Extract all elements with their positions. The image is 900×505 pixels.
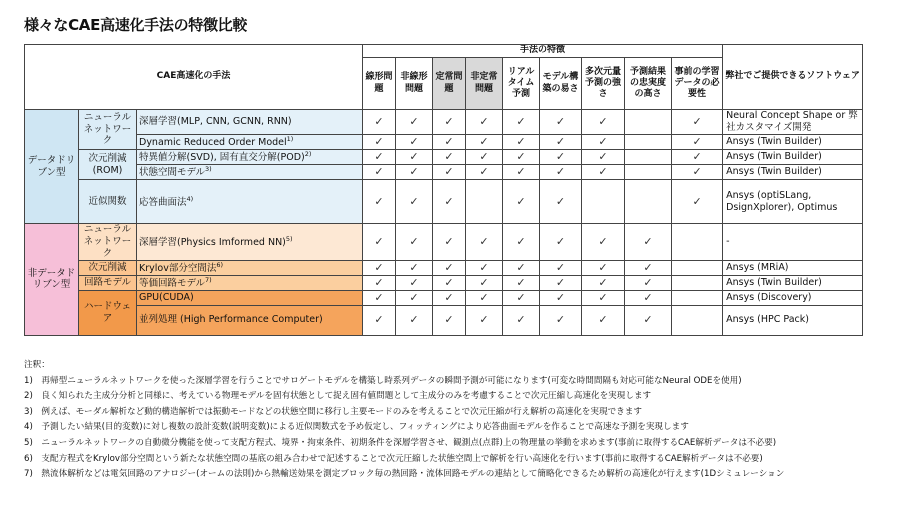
check-cell	[625, 224, 672, 261]
check-cell	[540, 180, 582, 224]
check-cell	[540, 305, 582, 335]
subcategory-cell: 回路モデル	[79, 275, 137, 290]
check-icon: ✓	[555, 235, 566, 249]
check-icon: ✓	[409, 135, 419, 149]
check-icon: ✓	[643, 260, 653, 274]
method-cell	[137, 110, 363, 135]
check-cell	[582, 290, 625, 305]
notes-title: 注釈：	[24, 360, 50, 370]
features-group-header: 手法の特徴	[363, 45, 723, 58]
check-icon: ✓	[555, 165, 566, 179]
check-cell	[582, 305, 625, 335]
table-row	[25, 150, 863, 165]
check-cell	[625, 275, 672, 290]
check-icon: ✓	[479, 150, 489, 164]
method-note-ref: 1)	[286, 135, 294, 143]
method-note-ref: 4)	[186, 194, 194, 203]
check-cell	[396, 275, 433, 290]
method-cell	[137, 135, 363, 150]
subcategory-cell: ニューラルネットワーク	[79, 110, 137, 150]
check-icon: ✓	[598, 135, 608, 149]
check-cell	[672, 150, 723, 165]
check-cell	[672, 165, 723, 180]
check-icon: ✓	[555, 150, 566, 164]
method-cell	[137, 165, 363, 180]
check-icon: ✓	[598, 313, 608, 327]
feature-header-2: 非線形問題	[396, 58, 433, 110]
check-cell	[363, 260, 396, 275]
subcategory-cell: ニューラルネットワーク	[79, 224, 137, 261]
table-row	[25, 305, 863, 335]
check-icon: ✓	[555, 313, 566, 327]
check-icon: ✓	[516, 313, 526, 327]
check-icon: ✓	[692, 165, 702, 179]
check-cell	[672, 135, 723, 150]
table-row	[25, 260, 863, 275]
feature-header-8: 予測結果の忠実度の高さ	[625, 58, 672, 110]
check-icon: ✓	[409, 194, 419, 208]
service-cell: Ansys (Twin Builder)	[723, 275, 863, 290]
check-cell	[363, 290, 396, 305]
check-cell	[396, 305, 433, 335]
check-cell	[433, 224, 466, 261]
check-icon: ✓	[444, 150, 454, 164]
check-icon: ✓	[643, 290, 653, 304]
check-cell	[672, 110, 723, 135]
check-cell	[466, 110, 503, 135]
check-icon: ✓	[444, 115, 454, 129]
feature-header-9: 事前の学習データの必要性	[672, 58, 723, 110]
check-cell	[672, 260, 723, 275]
check-icon: ✓	[479, 290, 489, 304]
check-cell	[582, 150, 625, 165]
check-icon: ✓	[409, 290, 419, 304]
check-cell	[433, 290, 466, 305]
check-cell	[672, 224, 723, 261]
notes-section	[24, 358, 884, 483]
method-label: 深層学習(Physics Imformed NN)	[139, 237, 286, 249]
check-icon: ✓	[598, 260, 608, 274]
note-4: 4) 予測したい結果(目的変数)に対し複数の設計変数(説明変数)による近似関数式を予め仮定し、フィッティングにより応答曲面モデルを作ることで高速な予測を実現します	[24, 422, 689, 433]
check-cell	[433, 110, 466, 135]
check-cell	[396, 165, 433, 180]
check-cell	[625, 150, 672, 165]
check-cell	[466, 290, 503, 305]
check-icon: ✓	[444, 194, 454, 208]
feature-header-1: 線形問題	[363, 58, 396, 110]
check-cell	[503, 110, 540, 135]
check-cell	[396, 260, 433, 275]
table-row	[25, 180, 863, 224]
method-cell	[137, 260, 363, 275]
check-icon: ✓	[555, 290, 566, 304]
check-cell	[396, 110, 433, 135]
check-cell	[363, 275, 396, 290]
method-cell	[137, 224, 363, 261]
check-icon: ✓	[598, 290, 608, 304]
check-cell	[503, 224, 540, 261]
method-header: CAE高速化の手法	[25, 45, 363, 110]
check-cell	[503, 150, 540, 165]
check-cell	[363, 305, 396, 335]
check-cell	[433, 150, 466, 165]
note-7: 7) 熱流体解析などは電気回路のアナロジー(オームの法則)から熱輸送効果を測定ブロック毎の熱回路・流体回路モデルの連結として簡略化できるため解析の高速化が行えます(1Dシミュレーション	[24, 469, 785, 480]
check-cell	[540, 260, 582, 275]
check-cell	[363, 224, 396, 261]
check-icon: ✓	[409, 260, 419, 274]
check-icon: ✓	[444, 135, 454, 149]
subcategory-cell: ハードウェア	[79, 290, 137, 335]
check-cell	[625, 290, 672, 305]
check-icon: ✓	[374, 150, 384, 164]
check-icon: ✓	[692, 115, 702, 129]
check-icon: ✓	[555, 115, 566, 129]
method-label: GPU(CUDA)	[139, 291, 194, 303]
check-icon: ✓	[516, 115, 526, 129]
check-cell	[503, 260, 540, 275]
check-icon: ✓	[374, 275, 384, 289]
check-icon: ✓	[598, 150, 608, 164]
check-icon: ✓	[598, 235, 608, 249]
check-cell	[582, 135, 625, 150]
check-cell	[396, 224, 433, 261]
check-icon: ✓	[409, 150, 419, 164]
check-icon: ✓	[692, 194, 702, 208]
feature-header-3: 定常問題	[433, 58, 466, 110]
check-cell	[466, 224, 503, 261]
check-cell	[625, 305, 672, 335]
check-cell	[540, 110, 582, 135]
feature-header-5: リアルタイム予測	[503, 58, 540, 110]
check-icon: ✓	[516, 290, 526, 304]
subcategory-cell: 次元削減(ROM)	[79, 150, 137, 180]
method-label: Krylov部分空間法	[139, 262, 217, 274]
check-cell	[363, 135, 396, 150]
method-cell	[137, 275, 363, 290]
check-cell	[540, 135, 582, 150]
check-icon: ✓	[516, 275, 526, 289]
method-label: Dynamic Reduced Order Model	[139, 137, 287, 149]
check-cell	[466, 305, 503, 335]
check-cell	[433, 165, 466, 180]
check-icon: ✓	[409, 313, 419, 327]
check-cell	[672, 180, 723, 224]
check-icon: ✓	[479, 115, 489, 129]
check-cell	[625, 180, 672, 224]
check-cell	[672, 305, 723, 335]
check-icon: ✓	[555, 194, 566, 208]
check-cell	[466, 135, 503, 150]
table-row	[25, 290, 863, 305]
check-cell	[433, 180, 466, 224]
check-cell	[466, 275, 503, 290]
method-cell	[137, 305, 363, 335]
method-note-ref: 7)	[205, 275, 212, 284]
check-icon: ✓	[374, 290, 384, 304]
check-cell	[396, 180, 433, 224]
service-cell: Ansys (optiSLang, DsignXplorer), Optimus	[723, 180, 863, 224]
check-cell	[396, 150, 433, 165]
check-icon: ✓	[444, 235, 454, 249]
check-cell	[540, 290, 582, 305]
note-6: 6) 支配方程式をKrylov部分空間という新たな状態空間の基底の組み合わせで記述することで次元圧縮した状態空間上で解析を行い高速化を行います(事前に取得するCAE解析データは不必要)	[24, 453, 763, 464]
service-header: 弊社でご提供できるソフトウェア	[723, 45, 863, 110]
check-icon: ✓	[444, 165, 454, 179]
check-cell	[503, 135, 540, 150]
check-icon: ✓	[479, 313, 489, 327]
method-note-ref: 6)	[216, 260, 224, 269]
check-cell	[503, 290, 540, 305]
check-icon: ✓	[598, 165, 608, 179]
service-cell: Ansys (Discovery)	[723, 290, 863, 305]
table-row	[25, 110, 863, 135]
check-cell	[625, 135, 672, 150]
check-icon: ✓	[374, 165, 384, 179]
note-1: 1) 再帰型ニューラルネットワークを使った深層学習を行うことでサロゲートモデルを構築し時系列データの瞬間予測が可能になります(可変な時間間隔も対応可能なNeural ODEを使用)	[24, 375, 742, 386]
check-icon: ✓	[516, 194, 526, 208]
check-icon: ✓	[516, 135, 526, 149]
check-icon: ✓	[374, 260, 384, 274]
subcategory-cell: 近似関数	[79, 180, 137, 224]
method-note-ref: 3)	[205, 165, 212, 174]
table-row	[25, 224, 863, 261]
check-cell	[672, 290, 723, 305]
check-icon: ✓	[692, 135, 702, 149]
check-icon: ✓	[643, 275, 653, 289]
check-cell	[363, 110, 396, 135]
service-cell: -	[723, 224, 863, 261]
check-icon: ✓	[374, 235, 384, 249]
check-cell	[540, 224, 582, 261]
category-cell: 非データドリブン型	[25, 224, 79, 336]
service-cell: Ansys (HPC Pack)	[723, 305, 863, 335]
check-cell	[433, 135, 466, 150]
check-cell	[540, 165, 582, 180]
check-icon: ✓	[444, 260, 454, 274]
check-icon: ✓	[516, 150, 526, 164]
check-icon: ✓	[374, 115, 384, 129]
check-icon: ✓	[444, 313, 454, 327]
check-icon: ✓	[374, 313, 384, 327]
check-icon: ✓	[643, 313, 653, 327]
feature-header-6: モデル構築の易さ	[540, 58, 582, 110]
check-cell	[396, 290, 433, 305]
note-2: 2) 良く知られた主成分分析と同様に、考えている物理モデルを固有状態として捉え固有値問題として主成分のみを考慮することで次元圧縮し高速化を実現します	[24, 391, 652, 402]
method-cell	[137, 150, 363, 165]
check-icon: ✓	[444, 275, 454, 289]
method-note-ref: 2)	[304, 150, 312, 159]
check-icon: ✓	[598, 275, 608, 289]
check-icon: ✓	[444, 290, 454, 304]
check-cell	[363, 165, 396, 180]
check-cell	[540, 150, 582, 165]
method-note-ref: 5)	[285, 234, 293, 243]
check-icon: ✓	[479, 135, 489, 149]
check-icon: ✓	[555, 260, 566, 274]
check-icon: ✓	[479, 275, 489, 289]
check-icon: ✓	[479, 260, 489, 274]
check-cell	[466, 150, 503, 165]
note-5: 5) ニューラルネットワークの自動微分機能を使って支配方程式、境界・拘束条件、初期条件を深層学習させ、観測点(点群)上の物理量の挙動を求めます(事前に取得するCAE解析データは不必要)	[24, 437, 777, 448]
check-cell	[582, 275, 625, 290]
check-icon: ✓	[374, 194, 384, 208]
check-icon: ✓	[692, 150, 702, 164]
table-row	[25, 165, 863, 180]
check-icon: ✓	[479, 165, 489, 179]
check-cell	[466, 180, 503, 224]
service-cell: Ansys (Twin Builder)	[723, 135, 863, 150]
check-cell	[503, 180, 540, 224]
check-cell	[625, 110, 672, 135]
check-cell	[582, 180, 625, 224]
method-label: 特異値分解(SVD), 固有直交分解(POD)	[139, 152, 305, 164]
check-cell	[363, 180, 396, 224]
check-icon: ✓	[409, 235, 419, 249]
check-icon: ✓	[643, 235, 653, 249]
check-cell	[582, 224, 625, 261]
check-icon: ✓	[409, 115, 419, 129]
check-cell	[625, 165, 672, 180]
check-icon: ✓	[409, 275, 419, 289]
method-label: 応答曲面法	[139, 196, 187, 208]
check-cell	[582, 260, 625, 275]
check-cell	[433, 305, 466, 335]
check-cell	[582, 165, 625, 180]
check-cell	[396, 135, 433, 150]
check-icon: ✓	[555, 135, 566, 149]
check-icon: ✓	[598, 115, 608, 129]
table-row	[25, 135, 863, 150]
check-cell	[672, 275, 723, 290]
check-cell	[433, 275, 466, 290]
check-cell	[503, 275, 540, 290]
check-cell	[363, 150, 396, 165]
method-cell	[137, 180, 363, 224]
service-cell: Ansys (Twin Builder)	[723, 150, 863, 165]
check-cell	[503, 165, 540, 180]
comparison-table	[24, 44, 863, 336]
check-cell	[466, 260, 503, 275]
service-cell: Ansys (Twin Builder)	[723, 165, 863, 180]
table-row	[25, 275, 863, 290]
check-icon: ✓	[516, 260, 526, 274]
service-cell: Ansys (MRiA)	[723, 260, 863, 275]
check-icon: ✓	[479, 235, 489, 249]
check-cell	[625, 260, 672, 275]
check-cell	[503, 305, 540, 335]
category-cell: データドリブン型	[25, 110, 79, 224]
check-icon: ✓	[374, 135, 384, 149]
method-label: 状態空間モデル	[139, 167, 206, 179]
check-icon: ✓	[409, 165, 419, 179]
check-cell	[433, 260, 466, 275]
method-label: 深層学習(MLP, CNN, GCNN, RNN)	[139, 116, 292, 128]
service-cell: Neural Concept Shape or 弊社カスタマイズ開発	[723, 110, 863, 135]
feature-header-7: 多次元量予測の強さ	[582, 58, 625, 110]
check-cell	[466, 165, 503, 180]
method-cell	[137, 290, 363, 305]
feature-header-4: 非定常問題	[466, 58, 503, 110]
check-cell	[540, 275, 582, 290]
page-title: 様々なCAE高速化手法の特徴比較	[24, 16, 248, 34]
note-3: 3) 例えば、モーダル解析など動的構造解析では振動モードなどの状態空間に移行し主要モードのみを考えることで次元圧縮が行え解析の高速化を実現できます	[24, 406, 642, 417]
subcategory-cell: 次元削減	[79, 260, 137, 275]
check-icon: ✓	[516, 165, 526, 179]
method-label: 並列処理 (High Performance Computer)	[139, 314, 323, 326]
check-icon: ✓	[516, 235, 526, 249]
method-label: 等価回路モデル	[139, 277, 206, 289]
check-icon: ✓	[555, 275, 566, 289]
check-cell	[582, 110, 625, 135]
